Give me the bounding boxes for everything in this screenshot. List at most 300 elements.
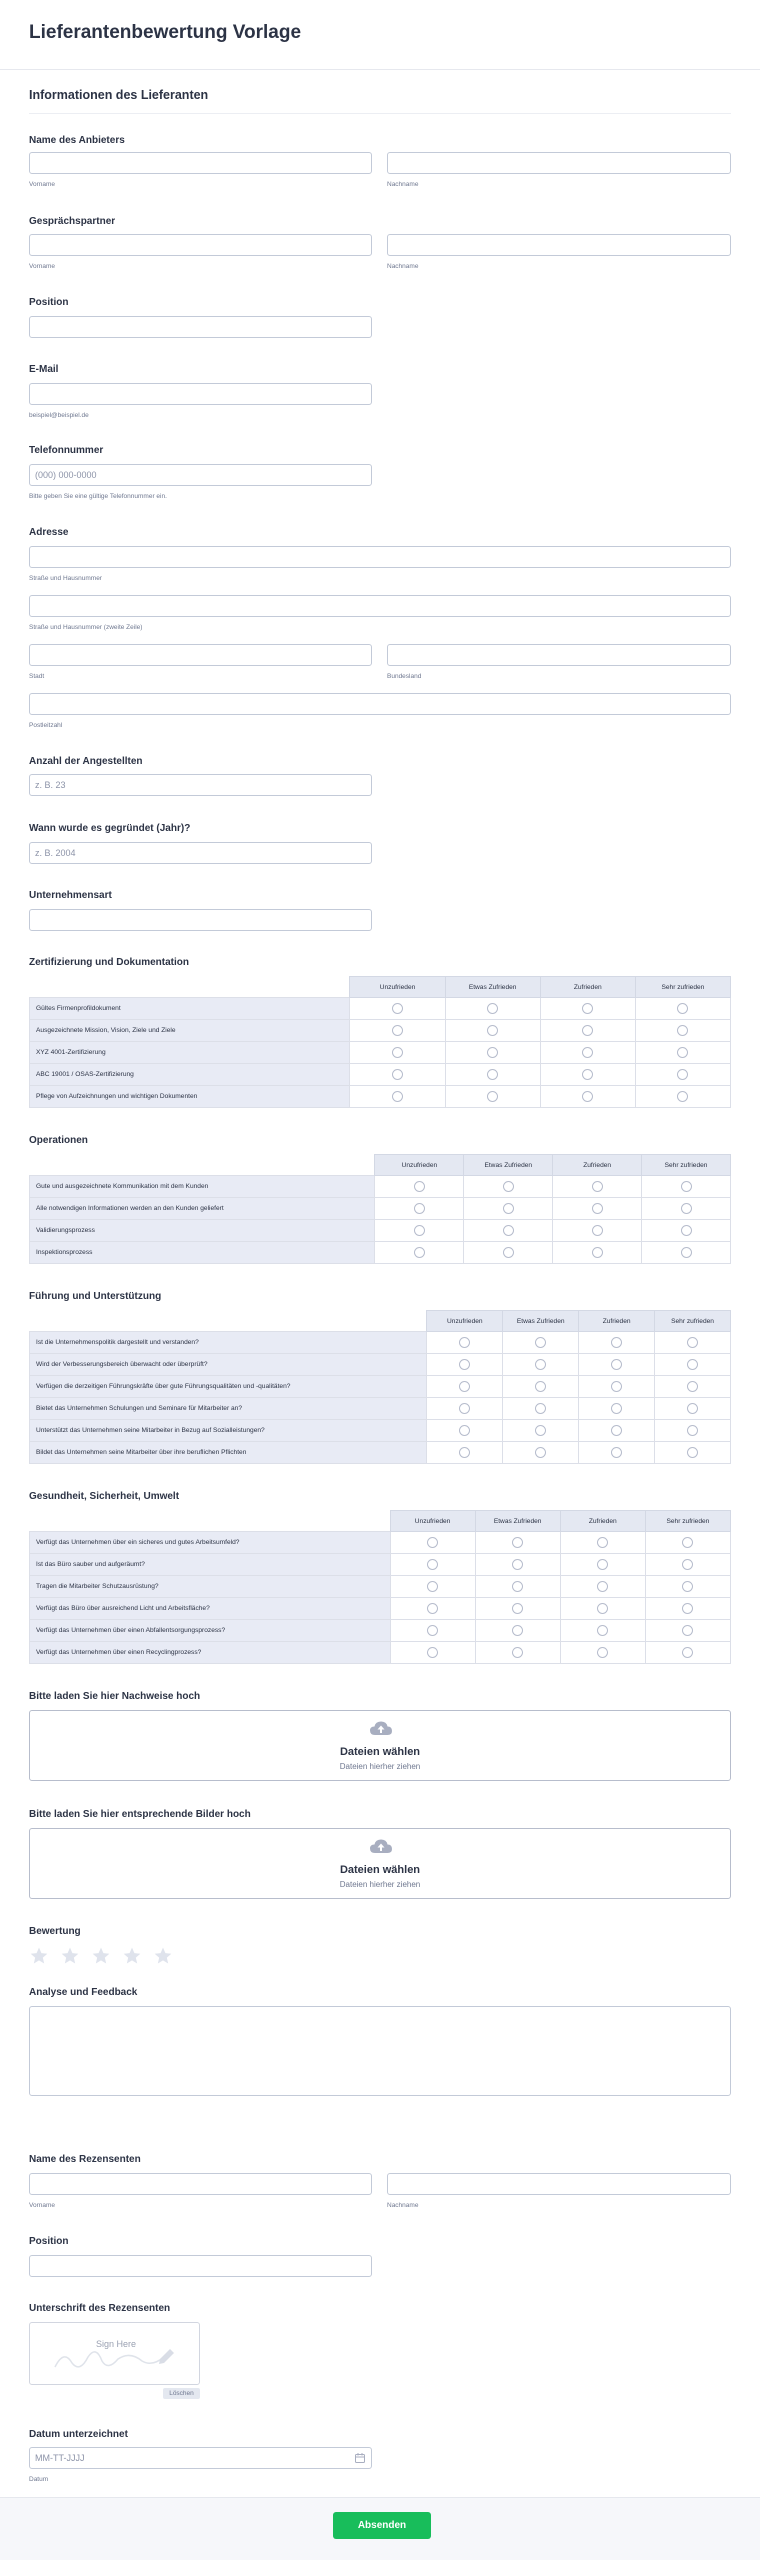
matrix-column-header: Sehr zufrieden xyxy=(642,1155,731,1176)
matrix-cell xyxy=(560,1532,645,1554)
rating-radio[interactable] xyxy=(392,1069,403,1080)
rating-radio[interactable] xyxy=(582,1025,593,1036)
matrix-row xyxy=(30,1398,731,1420)
matrix-cell xyxy=(350,1064,445,1086)
matrix-corner xyxy=(30,977,350,998)
star-icon[interactable] xyxy=(29,1946,49,1966)
matrix-cell xyxy=(635,1020,730,1042)
rating-radio[interactable] xyxy=(582,1003,593,1014)
matrix-cell xyxy=(635,1064,730,1086)
cloud-upload-icon xyxy=(370,1721,392,1736)
rating-radio[interactable] xyxy=(427,1559,438,1570)
signature-pad[interactable] xyxy=(29,2322,200,2385)
street-sublabel: Straße und Hausnummer xyxy=(29,575,102,582)
rating-radio[interactable] xyxy=(582,1091,593,1102)
rating-radio[interactable] xyxy=(597,1603,608,1614)
matrix-cell xyxy=(579,1398,655,1420)
city-input[interactable] xyxy=(29,644,372,666)
matrix-cell xyxy=(464,1242,553,1264)
rating-radio[interactable] xyxy=(687,1403,698,1414)
matrix-column-header: Zufrieden xyxy=(553,1155,642,1176)
matrix-cell xyxy=(579,1420,655,1442)
section-header xyxy=(29,88,731,114)
zip-input[interactable] xyxy=(29,693,731,715)
matrix-title: Operationen xyxy=(29,1135,88,1146)
matrix-cell xyxy=(390,1620,475,1642)
matrix-cell xyxy=(503,1398,579,1420)
matrix-cell xyxy=(350,1020,445,1042)
rating-radio[interactable] xyxy=(459,1359,470,1370)
matrix-row-label: Ausgezeichnete Mission, Vision, Ziele und Ziele xyxy=(30,1020,350,1042)
matrix-cell xyxy=(445,1064,540,1086)
street-input[interactable] xyxy=(29,546,731,568)
matrix-cell xyxy=(655,1354,731,1376)
employees-label: Anzahl der Angestellten xyxy=(29,756,143,767)
position-label: Position xyxy=(29,297,69,308)
city-sublabel: Stadt xyxy=(29,673,45,680)
matrix-title: Zertifizierung und Dokumentation xyxy=(29,957,189,968)
rating-radio[interactable] xyxy=(427,1625,438,1636)
upload-images-label: Bitte laden Sie hier entsprechende Bilder hoch xyxy=(29,1809,251,1820)
provider-name-label: Name des Anbieters xyxy=(29,135,125,146)
rating-radio[interactable] xyxy=(459,1337,470,1348)
matrix-cell xyxy=(375,1176,464,1198)
phone-label: Telefonnummer xyxy=(29,445,104,456)
matrix-cell xyxy=(645,1532,730,1554)
matrix-certification xyxy=(29,976,731,1108)
rating-radio[interactable] xyxy=(592,1247,603,1258)
matrix-row xyxy=(30,1620,731,1642)
rating-radio[interactable] xyxy=(459,1447,470,1458)
matrix-column-header: Zufrieden xyxy=(579,1311,655,1332)
rating-radio[interactable] xyxy=(427,1603,438,1614)
matrix-column-header: Sehr zufrieden xyxy=(655,1311,731,1332)
matrix-row xyxy=(30,1554,731,1576)
rating-radio[interactable] xyxy=(535,1403,546,1414)
calendar-icon[interactable] xyxy=(355,2453,365,2463)
rating-radio[interactable] xyxy=(682,1559,693,1570)
rating-radio[interactable] xyxy=(687,1359,698,1370)
matrix-cell xyxy=(553,1198,642,1220)
rating-radio[interactable] xyxy=(681,1181,692,1192)
matrix-row-label: Gültes Firmenprofildokument xyxy=(30,998,350,1020)
matrix-row xyxy=(30,1442,731,1464)
matrix-corner xyxy=(30,1311,427,1332)
rating-radio[interactable] xyxy=(611,1403,622,1414)
matrix-row xyxy=(30,1042,731,1064)
matrix-cell xyxy=(655,1442,731,1464)
rating-radio[interactable] xyxy=(597,1625,608,1636)
reviewer-position-label: Position xyxy=(29,2236,69,2247)
email-input[interactable] xyxy=(29,383,372,405)
rating-radio[interactable] xyxy=(414,1181,425,1192)
contact-last-name-input[interactable] xyxy=(387,234,731,256)
rating-radio[interactable] xyxy=(682,1603,693,1614)
matrix-cell xyxy=(503,1420,579,1442)
rating-radio[interactable] xyxy=(487,1091,498,1102)
section-title: Informationen des Lieferanten xyxy=(29,88,209,102)
rating-radio[interactable] xyxy=(682,1581,693,1592)
rating-radio[interactable] xyxy=(682,1647,693,1658)
matrix-cell xyxy=(553,1220,642,1242)
matrix-row xyxy=(30,1376,731,1398)
matrix-row-label: Gute und ausgezeichnete Kommunikation mit dem Kunden xyxy=(30,1176,375,1198)
matrix-column-header: Zufrieden xyxy=(540,977,635,998)
matrix-row-label: Ist das Büro sauber und aufgeräumt? xyxy=(30,1554,391,1576)
position-input[interactable] xyxy=(29,316,372,338)
matrix-corner xyxy=(30,1155,375,1176)
date-placeholder: MM-TT-JJJJ xyxy=(35,2453,85,2463)
matrix-column-header: Unzufrieden xyxy=(427,1311,503,1332)
matrix-row-label: Verfügt das Unternehmen über ein sicheres und gutes Arbeitsumfeld? xyxy=(30,1532,391,1554)
matrix-cell xyxy=(350,998,445,1020)
matrix-row-label: ABC 19001 / OSAS-Zertifizierung xyxy=(30,1064,350,1086)
matrix-column-header: Zufrieden xyxy=(560,1511,645,1532)
form-footer xyxy=(0,2497,760,2560)
matrix-cell xyxy=(390,1532,475,1554)
company-type-label: Unternehmensart xyxy=(29,890,112,901)
matrix-cell xyxy=(553,1242,642,1264)
cloud-upload-icon xyxy=(370,1839,392,1854)
matrix-cell xyxy=(645,1554,730,1576)
zip-sublabel: Postleitzahl xyxy=(29,722,63,729)
rating-radio[interactable] xyxy=(682,1537,693,1548)
matrix-cell xyxy=(645,1642,730,1664)
matrix-corner xyxy=(30,1511,391,1532)
matrix-row xyxy=(30,1576,731,1598)
reviewer-first-name-input[interactable] xyxy=(29,2173,372,2195)
rating-radio[interactable] xyxy=(512,1581,523,1592)
form-title: Lieferantenbewertung Vorlage xyxy=(29,22,302,43)
contact-label: Gesprächspartner xyxy=(29,216,116,227)
matrix-cell xyxy=(540,998,635,1020)
founded-input[interactable]: z. B. 2004 xyxy=(29,842,372,864)
phone-input[interactable]: (000) 000-0000 xyxy=(29,464,372,486)
matrix-cell xyxy=(445,1020,540,1042)
matrix-row-label: Ist die Unternehmenspolitik dargestellt und verstanden? xyxy=(30,1332,427,1354)
rating-radio[interactable] xyxy=(535,1425,546,1436)
star-icon[interactable] xyxy=(91,1946,111,1966)
matrix-cell xyxy=(475,1532,560,1554)
matrix-cell xyxy=(635,998,730,1020)
matrix-column-header: Etwas Zufrieden xyxy=(445,977,540,998)
provider-first-sublabel: Vorname xyxy=(29,181,56,188)
matrix-row-label: Inspektionsprozess xyxy=(30,1242,375,1264)
matrix-row xyxy=(30,1242,731,1264)
matrix-row xyxy=(30,1220,731,1242)
rating-radio[interactable] xyxy=(611,1381,622,1392)
matrix-row-label: Tragen die Mitarbeiter Schutzausrüstung? xyxy=(30,1576,391,1598)
matrix-cell xyxy=(560,1554,645,1576)
matrix-column-header: Etwas Zufrieden xyxy=(503,1311,579,1332)
rating-radio[interactable] xyxy=(687,1425,698,1436)
date-input[interactable] xyxy=(29,2447,372,2469)
rating-radio[interactable] xyxy=(677,1069,688,1080)
signature-label: Unterschrift des Rezensenten xyxy=(29,2303,171,2314)
contact-last-sublabel: Nachname xyxy=(387,263,419,270)
matrix-cell xyxy=(375,1242,464,1264)
matrix-row xyxy=(30,1020,731,1042)
provider-first-name-input[interactable] xyxy=(29,152,372,174)
matrix-cell xyxy=(642,1220,731,1242)
star-icon[interactable] xyxy=(153,1946,173,1966)
matrix-operations xyxy=(29,1154,731,1264)
rating-radio[interactable] xyxy=(597,1647,608,1658)
matrix-row xyxy=(30,998,731,1020)
matrix-cell xyxy=(642,1242,731,1264)
signature-placeholder: Sign Here xyxy=(95,2339,137,2349)
rating-radio[interactable] xyxy=(487,1025,498,1036)
matrix-cell xyxy=(427,1354,503,1376)
street2-sublabel: Straße und Hausnummer (zweite Zeile) xyxy=(29,624,143,631)
rating-radio[interactable] xyxy=(512,1603,523,1614)
matrix-cell xyxy=(464,1220,553,1242)
reviewer-first-sublabel: Vorname xyxy=(29,2202,56,2209)
rating-label: Bewertung xyxy=(29,1926,81,1937)
matrix-cell xyxy=(445,1086,540,1108)
matrix-cell xyxy=(553,1176,642,1198)
matrix-cell xyxy=(375,1220,464,1242)
matrix-row-label: Verfügt das Unternehmen über einen Recyclingprozess? xyxy=(30,1642,391,1664)
matrix-column-header: Sehr zufrieden xyxy=(645,1511,730,1532)
star-icon[interactable] xyxy=(60,1946,80,1966)
rating-radio[interactable] xyxy=(535,1381,546,1392)
matrix-cell xyxy=(540,1064,635,1086)
rating-radio[interactable] xyxy=(427,1537,438,1548)
feedback-textarea[interactable] xyxy=(29,2006,731,2096)
matrix-cell xyxy=(579,1376,655,1398)
choose-files-button[interactable]: Dateien wählen xyxy=(339,1864,421,1876)
rating-radio[interactable] xyxy=(392,1047,403,1058)
matrix-title: Führung und Unterstützung xyxy=(29,1291,162,1302)
founded-label: Wann wurde es gegründet (Jahr)? xyxy=(29,823,191,834)
rating-radio[interactable] xyxy=(611,1359,622,1370)
matrix-cell xyxy=(427,1420,503,1442)
matrix-column-header: Unzufrieden xyxy=(375,1155,464,1176)
clear-signature-button[interactable]: Löschen xyxy=(163,2388,200,2399)
rating-radio[interactable] xyxy=(535,1447,546,1458)
rating-radio[interactable] xyxy=(597,1581,608,1592)
upload-images-dropzone[interactable] xyxy=(29,1828,731,1899)
rating-radio[interactable] xyxy=(459,1381,470,1392)
rating-radio[interactable] xyxy=(512,1647,523,1658)
submit-button[interactable]: Absenden xyxy=(333,2512,431,2539)
upload-evidence-dropzone[interactable] xyxy=(29,1710,731,1781)
phone-sublabel: Bitte geben Sie eine gültige Telefonnummer ein. xyxy=(29,493,167,500)
rating-radio[interactable] xyxy=(512,1559,523,1570)
rating-radio[interactable] xyxy=(597,1559,608,1570)
matrix-row-label: Bietet das Unternehmen Schulungen und Seminare für Mitarbeiter an? xyxy=(30,1398,427,1420)
matrix-column-header: Unzufrieden xyxy=(390,1511,475,1532)
rating-radio[interactable] xyxy=(503,1247,514,1258)
rating-radio[interactable] xyxy=(414,1203,425,1214)
matrix-row xyxy=(30,1532,731,1554)
matrix-cell xyxy=(390,1642,475,1664)
provider-last-name-input[interactable] xyxy=(387,152,731,174)
rating-radio[interactable] xyxy=(414,1247,425,1258)
street2-input[interactable] xyxy=(29,595,731,617)
rating-radio[interactable] xyxy=(682,1625,693,1636)
matrix-cell xyxy=(475,1576,560,1598)
rating-radio[interactable] xyxy=(487,1003,498,1014)
matrix-cell xyxy=(427,1442,503,1464)
matrix-row xyxy=(30,1064,731,1086)
rating-radio[interactable] xyxy=(512,1537,523,1548)
matrix-cell xyxy=(503,1442,579,1464)
company-type-input[interactable] xyxy=(29,909,372,931)
matrix-row xyxy=(30,1642,731,1664)
matrix-row-label: Verfügen die derzeitigen Führungskräfte über gute Führungsqualitäten und -qualitäten? xyxy=(30,1376,427,1398)
matrix-cell xyxy=(475,1642,560,1664)
form-header xyxy=(0,0,760,70)
matrix-cell xyxy=(445,1042,540,1064)
rating-radio[interactable] xyxy=(677,1003,688,1014)
matrix-cell xyxy=(445,998,540,1020)
reviewer-position-input[interactable] xyxy=(29,2255,372,2277)
matrix-row-label: Verfügt das Büro über ausreichend Licht und Arbeitsfläche? xyxy=(30,1598,391,1620)
matrix-cell xyxy=(350,1042,445,1064)
rating-radio[interactable] xyxy=(687,1381,698,1392)
matrix-cell xyxy=(540,1086,635,1108)
reviewer-last-name-input[interactable] xyxy=(387,2173,731,2195)
rating-radio[interactable] xyxy=(592,1181,603,1192)
rating-radio[interactable] xyxy=(392,1003,403,1014)
rating-radio[interactable] xyxy=(677,1091,688,1102)
rating-radio[interactable] xyxy=(503,1203,514,1214)
matrix-cell xyxy=(503,1376,579,1398)
employees-input[interactable]: z. B. 23 xyxy=(29,774,372,796)
state-input[interactable] xyxy=(387,644,731,666)
matrix-row-label: Alle notwendigen Informationen werden an den Kunden geliefert xyxy=(30,1198,375,1220)
address-label: Adresse xyxy=(29,527,69,538)
matrix-cell xyxy=(390,1554,475,1576)
matrix-cell xyxy=(475,1554,560,1576)
matrix-cell xyxy=(642,1198,731,1220)
matrix-cell xyxy=(560,1576,645,1598)
state-sublabel: Bundesland xyxy=(387,673,422,680)
rating-radio[interactable] xyxy=(582,1047,593,1058)
matrix-cell xyxy=(390,1576,475,1598)
matrix-row xyxy=(30,1354,731,1376)
rating-radio[interactable] xyxy=(681,1203,692,1214)
matrix-cell xyxy=(655,1376,731,1398)
matrix-row-label: Bildet das Unternehmen seine Mitarbeiter über ihre beruflichen Pflichten xyxy=(30,1442,427,1464)
rating-radio[interactable] xyxy=(512,1625,523,1636)
rating-radio[interactable] xyxy=(687,1447,698,1458)
matrix-row xyxy=(30,1598,731,1620)
rating-radio[interactable] xyxy=(592,1225,603,1236)
rating-radio[interactable] xyxy=(459,1425,470,1436)
matrix-health-safety xyxy=(29,1510,731,1664)
matrix-column-header: Unzufrieden xyxy=(350,977,445,998)
signature-placeholder-drawing xyxy=(52,2337,180,2375)
rating-radio[interactable] xyxy=(677,1025,688,1036)
matrix-title: Gesundheit, Sicherheit, Umwelt xyxy=(29,1491,180,1502)
matrix-cell xyxy=(503,1332,579,1354)
rating-radio[interactable] xyxy=(611,1425,622,1436)
matrix-column-header: Sehr zufrieden xyxy=(635,977,730,998)
matrix-cell xyxy=(427,1376,503,1398)
rating-radio[interactable] xyxy=(414,1225,425,1236)
matrix-cell xyxy=(642,1176,731,1198)
rating-radio[interactable] xyxy=(503,1225,514,1236)
matrix-row-label: Wird der Verbesserungsbereich überwacht oder überprüft? xyxy=(30,1354,427,1376)
rating-radio[interactable] xyxy=(487,1047,498,1058)
rating-radio[interactable] xyxy=(681,1225,692,1236)
reviewer-name-label: Name des Rezensenten xyxy=(29,2154,141,2165)
rating-radio[interactable] xyxy=(611,1337,622,1348)
matrix-row-label: Verfügt das Unternehmen über einen Abfallentsorgungsprozess? xyxy=(30,1620,391,1642)
star-icon[interactable] xyxy=(122,1946,142,1966)
rating-radio[interactable] xyxy=(677,1047,688,1058)
rating-radio[interactable] xyxy=(535,1337,546,1348)
matrix-column-header: Etwas Zufrieden xyxy=(475,1511,560,1532)
rating-radio[interactable] xyxy=(459,1403,470,1414)
contact-first-sublabel: Vorname xyxy=(29,263,56,270)
rating-radio[interactable] xyxy=(592,1203,603,1214)
matrix-row-label: XYZ 4001-Zertifizierung xyxy=(30,1042,350,1064)
rating-radio[interactable] xyxy=(582,1069,593,1080)
matrix-cell xyxy=(655,1332,731,1354)
matrix-cell xyxy=(560,1642,645,1664)
matrix-cell xyxy=(645,1620,730,1642)
matrix-cell xyxy=(350,1086,445,1108)
matrix-cell xyxy=(635,1086,730,1108)
rating-radio[interactable] xyxy=(392,1091,403,1102)
upload-evidence-label: Bitte laden Sie hier Nachweise hoch xyxy=(29,1691,201,1702)
rating-radio[interactable] xyxy=(503,1181,514,1192)
date-sublabel: Datum xyxy=(29,2476,49,2483)
matrix-cell xyxy=(503,1354,579,1376)
matrix-row xyxy=(30,1420,731,1442)
choose-files-button[interactable]: Dateien wählen xyxy=(339,1746,421,1758)
matrix-cell xyxy=(427,1398,503,1420)
rating-radio[interactable] xyxy=(392,1025,403,1036)
drop-hint: Dateien hierher ziehen xyxy=(339,1762,421,1771)
matrix-cell xyxy=(475,1598,560,1620)
matrix-cell xyxy=(579,1332,655,1354)
rating-radio[interactable] xyxy=(681,1247,692,1258)
matrix-cell xyxy=(390,1598,475,1620)
matrix-row xyxy=(30,1086,731,1108)
rating-radio[interactable] xyxy=(687,1337,698,1348)
email-label: E-Mail xyxy=(29,364,59,375)
matrix-cell xyxy=(560,1620,645,1642)
feedback-label: Analyse und Feedback xyxy=(29,1987,138,1998)
matrix-row xyxy=(30,1176,731,1198)
rating-radio[interactable] xyxy=(611,1447,622,1458)
matrix-cell xyxy=(579,1442,655,1464)
matrix-cell xyxy=(635,1042,730,1064)
rating-radio[interactable] xyxy=(487,1069,498,1080)
matrix-cell xyxy=(375,1198,464,1220)
matrix-cell xyxy=(645,1598,730,1620)
matrix-cell xyxy=(560,1598,645,1620)
rating-radio[interactable] xyxy=(427,1647,438,1658)
reviewer-last-sublabel: Nachname xyxy=(387,2202,419,2209)
matrix-leadership xyxy=(29,1310,731,1464)
rating-radio[interactable] xyxy=(535,1359,546,1370)
rating-radio[interactable] xyxy=(427,1581,438,1592)
matrix-cell xyxy=(464,1176,553,1198)
rating-radio[interactable] xyxy=(597,1537,608,1548)
matrix-row-label: Pflege von Aufzeichnungen und wichtigen Dokumenten xyxy=(30,1086,350,1108)
matrix-cell xyxy=(464,1198,553,1220)
contact-first-name-input[interactable] xyxy=(29,234,372,256)
matrix-cell xyxy=(655,1420,731,1442)
date-label: Datum unterzeichnet xyxy=(29,2429,128,2440)
email-sublabel: beispiel@beispiel.de xyxy=(29,412,89,419)
